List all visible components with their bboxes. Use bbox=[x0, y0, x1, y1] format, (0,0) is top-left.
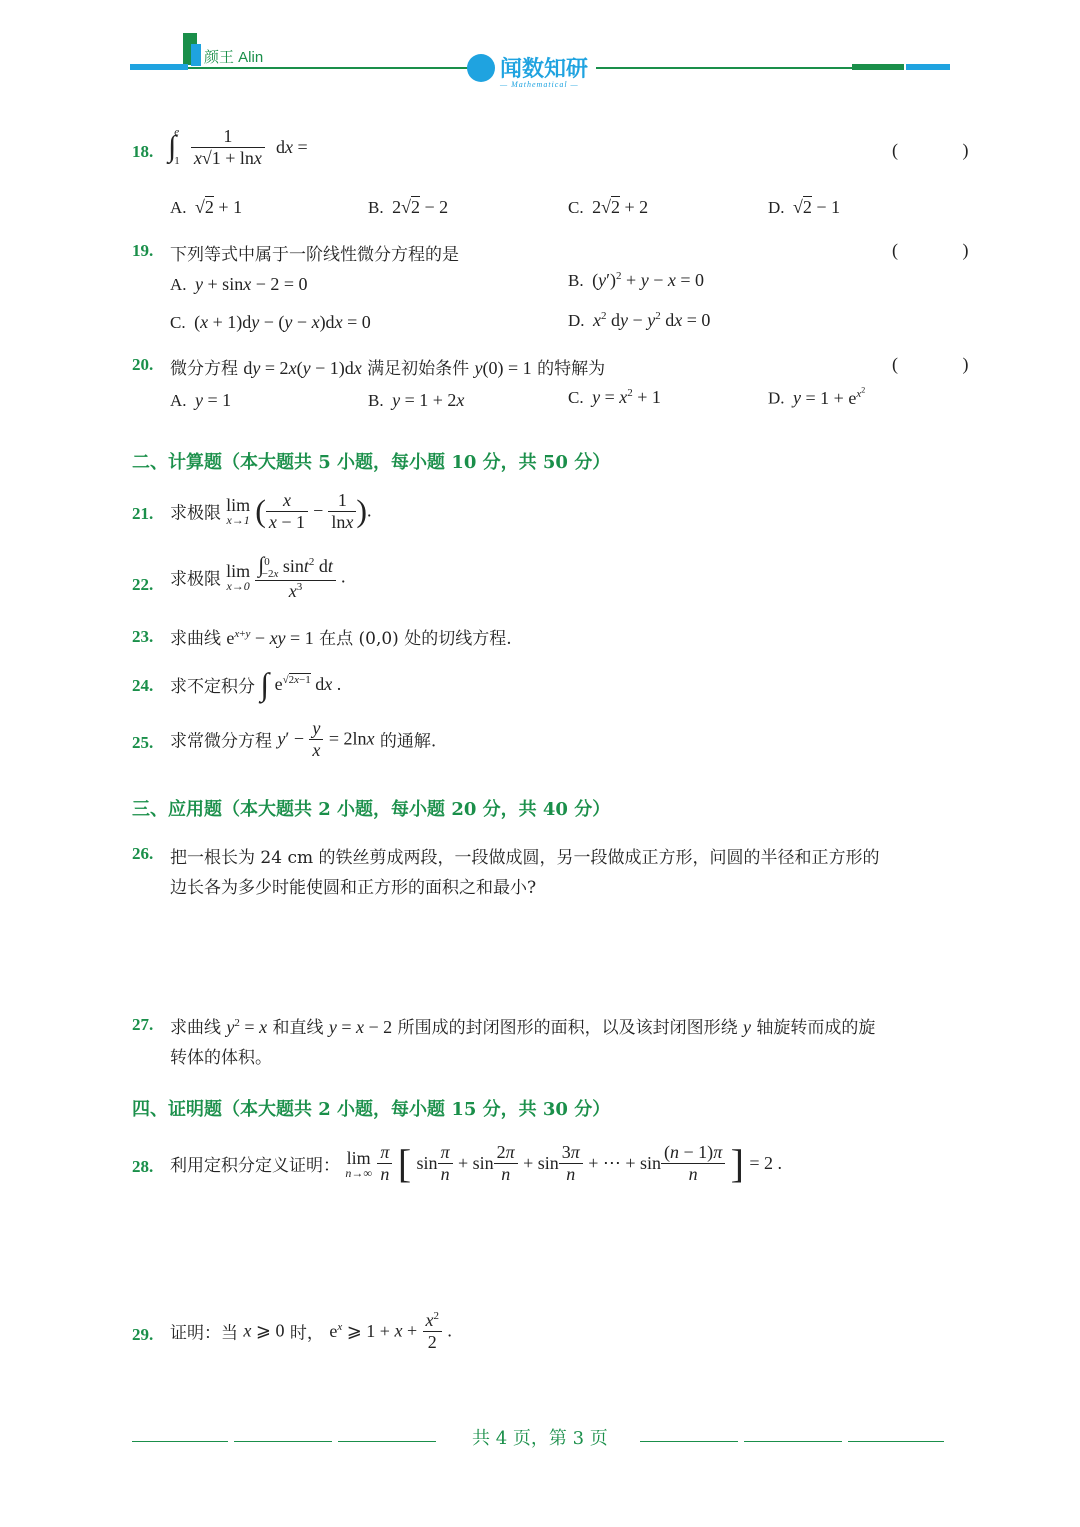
header-center-brand: 闻数知研 bbox=[500, 57, 589, 82]
question-number: 28. bbox=[132, 1157, 154, 1176]
question-body: 求曲线 $e^{x+y}$ − xy = 1 在点 (0,0) 处的切线方程. bbox=[170, 628, 512, 649]
question-number: 26. bbox=[132, 844, 154, 863]
option-a: A. y + sinx − 2 = 0 bbox=[170, 274, 308, 294]
question-number: 22. bbox=[132, 575, 154, 594]
section-2-heading: 二、计算题（本大题共 5 小题，每小题 10 分，共 50 分） bbox=[132, 452, 611, 473]
option-d: D. $y = 1 + e^{x^2}$ bbox=[768, 385, 866, 408]
option-c: C. (x + 1)dy − (y − x)dx = 0 bbox=[170, 312, 371, 332]
question-body: 求极限 lim x→0 $\frac{\int^0_{-2x} \sin t^2 dt}{x^3}$ . bbox=[170, 552, 346, 602]
question-number: 24. bbox=[132, 676, 154, 695]
question-number: 21. bbox=[132, 504, 154, 523]
header-line-right-green bbox=[596, 67, 852, 69]
option-a: A. √2 + 1 bbox=[170, 197, 243, 217]
option-d: D. √2 − 1 bbox=[768, 197, 841, 217]
question-line-1: 把一根长为 24 cm 的铁丝剪成两段，一段做成圆，另一段做成正方形，问圆的半径和正方形的 bbox=[170, 848, 880, 868]
option-c: C. 2√2 + 2 bbox=[568, 197, 649, 217]
question-body: 利用定积分定义证明： lim n→∞ $\frac{\pi}{n}$ [ sin $\frac{\pi}{n}$ + sin $\frac{2\pi}{n}$ + sin $\frac{3\pi}{n}$ + ⋯ + sin $\frac{(n - 1)\pi}{n}$ ] = 2 . bbox=[170, 1141, 783, 1186]
question-number: 27. bbox=[132, 1015, 154, 1034]
question-body: 求极限 lim x→1 ( $\frac{x}{x - 1}$ − $\frac{1}{\ln x}$ ). bbox=[170, 490, 372, 532]
question-formula: ∫ e 1 $\frac{1}{x√1 + \ln x}$ dx = bbox=[168, 126, 308, 168]
header-line-left-green bbox=[188, 67, 468, 69]
question-body: 证明：当 x ⩾ 0 时， $e^x$ ⩾ 1 + x + $\frac{x^2}{2}$ . bbox=[170, 1310, 452, 1352]
answer-parentheses: ( ) bbox=[892, 354, 999, 374]
footer-ornament-right-2 bbox=[744, 1441, 842, 1442]
question-stem: 微分方程 dy = 2x(y − 1)dx 满足初始条件 y(0) = 1 的特解为 bbox=[170, 358, 606, 379]
option-c: C. $y = x^2 + 1$ bbox=[568, 387, 661, 407]
question-number: 20. bbox=[132, 355, 154, 374]
footer-ornament-left-1 bbox=[132, 1441, 228, 1442]
footer-ornament-left-2 bbox=[234, 1441, 332, 1442]
question-line-1: 求曲线 $y^2 = x$ 和直线 y = x − 2 所围成的封闭图形的面积，以及该封闭图形绕 y 轴旋转而成的旋 bbox=[170, 1017, 876, 1038]
header-logo-icon-2 bbox=[191, 44, 201, 66]
option-b: B. $(y')^2 + y - x = 0$ bbox=[568, 270, 704, 290]
footer-ornament-left-3 bbox=[338, 1441, 436, 1442]
question-number: 25. bbox=[132, 733, 154, 752]
question-number: 18. bbox=[132, 142, 154, 161]
question-number: 29. bbox=[132, 1325, 154, 1344]
section-3-heading: 三、应用题（本大题共 2 小题，每小题 20 分，共 40 分） bbox=[132, 799, 611, 820]
question-line-2: 边长各为多少时能使圆和正方形的面积之和最小? bbox=[170, 878, 537, 898]
header-line-right-green-thick bbox=[852, 64, 904, 70]
header-line-left-blue bbox=[130, 64, 188, 70]
page-number: 共 4 页，第 3 页 bbox=[472, 1428, 608, 1449]
question-number: 19. bbox=[132, 241, 154, 260]
question-number: 23. bbox=[132, 627, 154, 646]
question-stem: 下列等式中属于一阶线性微分方程的是 bbox=[170, 245, 459, 265]
question-line-2: 转体的体积。 bbox=[170, 1048, 272, 1068]
option-d: D. $x^2$ dy − $y^2$ dx = 0 bbox=[568, 310, 711, 330]
footer-ornament-right-1 bbox=[640, 1441, 738, 1442]
option-b: B. y = 1 + 2x bbox=[368, 390, 465, 410]
question-body: 求常微分方程 y′ − $\frac{y}{x}$ = 2lnx 的通解. bbox=[170, 718, 437, 760]
option-b: B. 2√2 − 2 bbox=[368, 197, 449, 217]
answer-parentheses: ( ) bbox=[892, 240, 999, 260]
section-4-heading: 四、证明题（本大题共 2 小题，每小题 15 分，共 30 分） bbox=[132, 1099, 611, 1120]
footer-ornament-right-3 bbox=[848, 1441, 944, 1442]
header-center-sub: — Mathematical — bbox=[500, 80, 579, 89]
question-body: 求不定积分 ∫ $e^{√2x-1}$ dx . bbox=[170, 666, 342, 702]
header-line-right-blue bbox=[906, 64, 950, 70]
header-badge-icon bbox=[467, 54, 495, 82]
header-left-brand: 颜王 Alin bbox=[204, 49, 264, 66]
answer-parentheses: ( ) bbox=[892, 140, 999, 160]
option-a: A. y = 1 bbox=[170, 390, 232, 410]
